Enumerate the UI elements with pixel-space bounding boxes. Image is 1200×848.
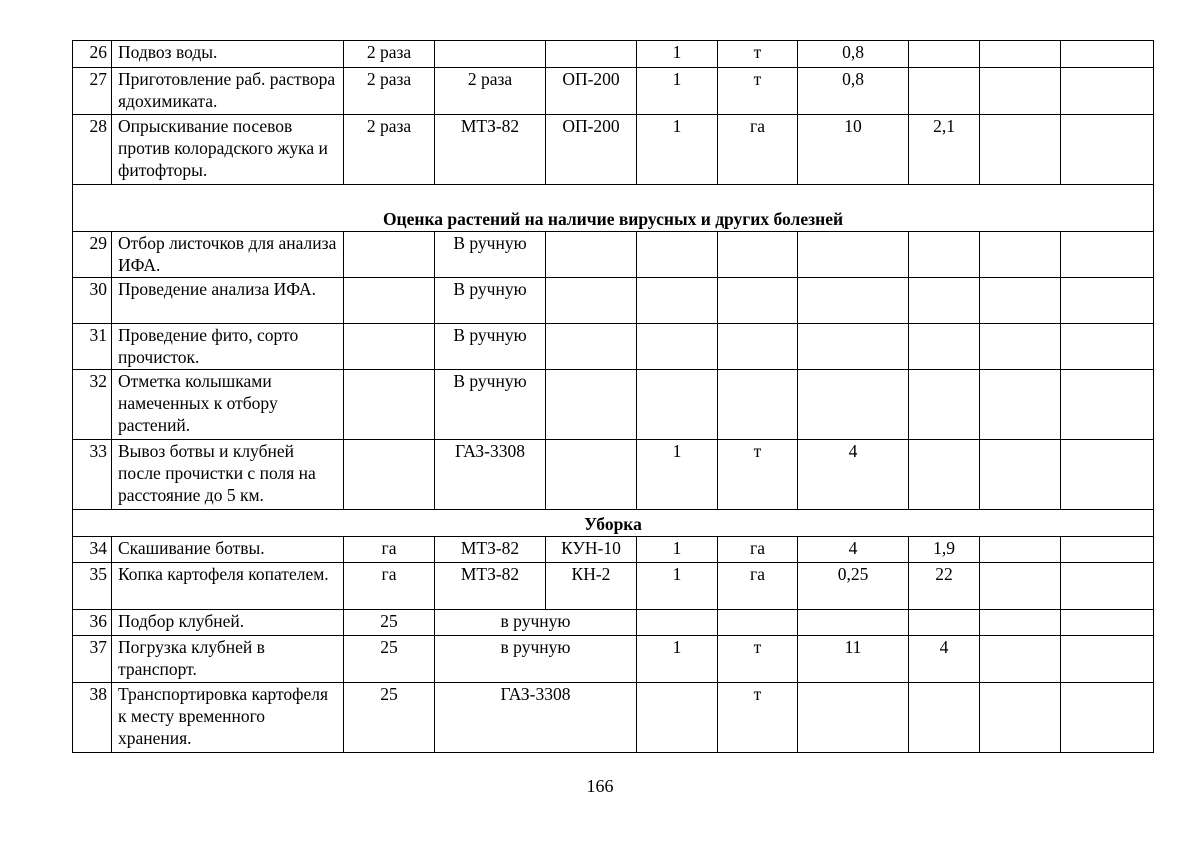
table-cell (980, 440, 1061, 510)
table-cell (909, 41, 980, 68)
operation-name-cell: Проведение анализа ИФА. (112, 278, 344, 324)
table-cell (980, 370, 1061, 440)
table-cell: 25 (344, 683, 435, 753)
table-cell (1061, 115, 1154, 185)
table-cell (980, 278, 1061, 324)
row-number-cell: 27 (73, 68, 112, 115)
table-cell (637, 370, 718, 440)
table-cell (980, 636, 1061, 683)
table-cell (344, 232, 435, 278)
table-cell (798, 683, 909, 753)
operation-name-cell: Транспортировка картофеля к месту временного хранения. (112, 683, 344, 753)
table-cell (718, 232, 798, 278)
row-number-cell: 37 (73, 636, 112, 683)
table-cell: га (718, 563, 798, 610)
table-cell (1061, 683, 1154, 753)
table-cell (909, 278, 980, 324)
table-cell: 2 раза (344, 115, 435, 185)
table-cell (546, 41, 637, 68)
table-cell: В ручную (435, 278, 546, 324)
table-cell (980, 683, 1061, 753)
table-cell (909, 68, 980, 115)
table-cell (344, 370, 435, 440)
table-cell (344, 278, 435, 324)
table-cell: В ручную (435, 370, 546, 440)
table-cell: га (718, 537, 798, 563)
table-cell: ОП-200 (546, 115, 637, 185)
table-cell: МТЗ-82 (435, 115, 546, 185)
table-cell (980, 115, 1061, 185)
table-cell: 1 (637, 636, 718, 683)
table-cell: ГАЗ-3308 (435, 440, 546, 510)
table-row (73, 68, 1154, 115)
table-row (73, 683, 1154, 753)
table-cell (1061, 563, 1154, 610)
table-cell: МТЗ-82 (435, 563, 546, 610)
table-cell (546, 324, 637, 370)
operation-name-cell: Опрыскивание посевов против колорадского жука и фитофторы. (112, 115, 344, 185)
table-cell: 0,25 (798, 563, 909, 610)
table-cell: ОП-200 (546, 68, 637, 115)
table-cell (980, 232, 1061, 278)
table-cell: ГАЗ-3308 (435, 683, 637, 753)
table-cell (909, 324, 980, 370)
table-cell: 1 (637, 68, 718, 115)
table-cell (798, 278, 909, 324)
table-cell: т (718, 41, 798, 68)
table-cell (909, 232, 980, 278)
table-cell: В ручную (435, 232, 546, 278)
table-cell: 2 раза (344, 41, 435, 68)
table-cell: 4 (798, 440, 909, 510)
row-number-cell: 31 (73, 324, 112, 370)
table-cell (909, 370, 980, 440)
table-cell: 0,8 (798, 41, 909, 68)
operation-name-cell: Отбор листочков для анализа ИФА. (112, 232, 344, 278)
table-cell (1061, 41, 1154, 68)
table-cell: т (718, 440, 798, 510)
table-cell: 2 раза (344, 68, 435, 115)
table-row (73, 232, 1154, 278)
table-cell (637, 324, 718, 370)
table-cell (718, 324, 798, 370)
table-cell: т (718, 683, 798, 753)
table-cell: га (344, 537, 435, 563)
table-cell: т (718, 636, 798, 683)
table-cell: в ручную (435, 610, 637, 636)
operation-name-cell: Копка картофеля копателем. (112, 563, 344, 610)
table-cell (1061, 324, 1154, 370)
table-cell (637, 232, 718, 278)
table-cell (980, 563, 1061, 610)
row-number-cell: 29 (73, 232, 112, 278)
table-row (73, 115, 1154, 185)
row-number-cell: 38 (73, 683, 112, 753)
table-cell: в ручную (435, 636, 637, 683)
table-row (73, 278, 1154, 324)
table-cell: МТЗ-82 (435, 537, 546, 563)
table-cell (1061, 232, 1154, 278)
section-header-row (73, 185, 1154, 232)
table-cell (718, 370, 798, 440)
table-cell (980, 324, 1061, 370)
table-cell: 25 (344, 636, 435, 683)
row-number-cell: 26 (73, 41, 112, 68)
table-cell (718, 278, 798, 324)
operation-name-cell: Вывоз ботвы и клубней после прочистки с поля на расстояние до 5 км. (112, 440, 344, 510)
table-cell (909, 610, 980, 636)
table-row (73, 563, 1154, 610)
table-row (73, 324, 1154, 370)
table-cell (1061, 278, 1154, 324)
table-cell (1061, 610, 1154, 636)
table-cell (798, 324, 909, 370)
table-cell (546, 232, 637, 278)
operation-name-cell: Подбор клубней. (112, 610, 344, 636)
table-cell: 10 (798, 115, 909, 185)
section-header-row (73, 510, 1154, 537)
table-cell (637, 610, 718, 636)
table-cell: 2 раза (435, 68, 546, 115)
table-cell: 1 (637, 41, 718, 68)
table-cell: КУН-10 (546, 537, 637, 563)
table-cell: 11 (798, 636, 909, 683)
table-cell (909, 440, 980, 510)
operation-name-cell: Приготовление раб. раствора ядохимиката. (112, 68, 344, 115)
row-number-cell: 30 (73, 278, 112, 324)
table-cell (798, 610, 909, 636)
table-cell: 1 (637, 440, 718, 510)
table-cell (909, 683, 980, 753)
table-cell: 1 (637, 563, 718, 610)
table-cell (1061, 68, 1154, 115)
table-cell (546, 440, 637, 510)
table-cell (546, 370, 637, 440)
table-cell (344, 324, 435, 370)
operation-name-cell: Проведение фито, сорто прочисток. (112, 324, 344, 370)
table-cell (980, 610, 1061, 636)
operation-name-cell: Отметка колышками намеченных к отбору растений. (112, 370, 344, 440)
table-row (73, 370, 1154, 440)
table-cell (980, 41, 1061, 68)
table-row (73, 610, 1154, 636)
row-number-cell: 36 (73, 610, 112, 636)
operation-name-cell: Подвоз воды. (112, 41, 344, 68)
table-row (73, 440, 1154, 510)
table-cell (798, 370, 909, 440)
row-number-cell: 34 (73, 537, 112, 563)
table-cell: 22 (909, 563, 980, 610)
row-number-cell: 33 (73, 440, 112, 510)
table-cell: КН-2 (546, 563, 637, 610)
table-cell (798, 232, 909, 278)
table-cell: В ручную (435, 324, 546, 370)
table-cell (980, 537, 1061, 563)
table-cell (1061, 370, 1154, 440)
table-cell (637, 278, 718, 324)
page-number: 166 (586, 776, 614, 796)
operation-name-cell: Скашивание ботвы. (112, 537, 344, 563)
table-cell: 1 (637, 537, 718, 563)
table-cell: 2,1 (909, 115, 980, 185)
table-cell: 1 (637, 115, 718, 185)
row-number-cell: 35 (73, 563, 112, 610)
operation-name-cell: Погрузка клубней в транспорт. (112, 636, 344, 683)
table-row (73, 636, 1154, 683)
table-cell (1061, 440, 1154, 510)
table-cell: га (344, 563, 435, 610)
table-cell (1061, 537, 1154, 563)
table-cell: т (718, 68, 798, 115)
table-cell (435, 41, 546, 68)
table-cell: 25 (344, 610, 435, 636)
table-row (73, 41, 1154, 68)
table-cell (980, 68, 1061, 115)
operations-table (72, 40, 1154, 753)
table-cell: 1,9 (909, 537, 980, 563)
table-cell: 0,8 (798, 68, 909, 115)
table-row (73, 537, 1154, 563)
section-title: Уборка (73, 510, 1154, 537)
table-cell (344, 440, 435, 510)
table-cell (1061, 636, 1154, 683)
table-cell (546, 278, 637, 324)
section-title: Оценка растений на наличие вирусных и других болезней (73, 185, 1154, 232)
table-cell: 4 (909, 636, 980, 683)
table-cell (718, 610, 798, 636)
table-cell (637, 683, 718, 753)
table-cell: га (718, 115, 798, 185)
row-number-cell: 28 (73, 115, 112, 185)
table-cell: 4 (798, 537, 909, 563)
row-number-cell: 32 (73, 370, 112, 440)
